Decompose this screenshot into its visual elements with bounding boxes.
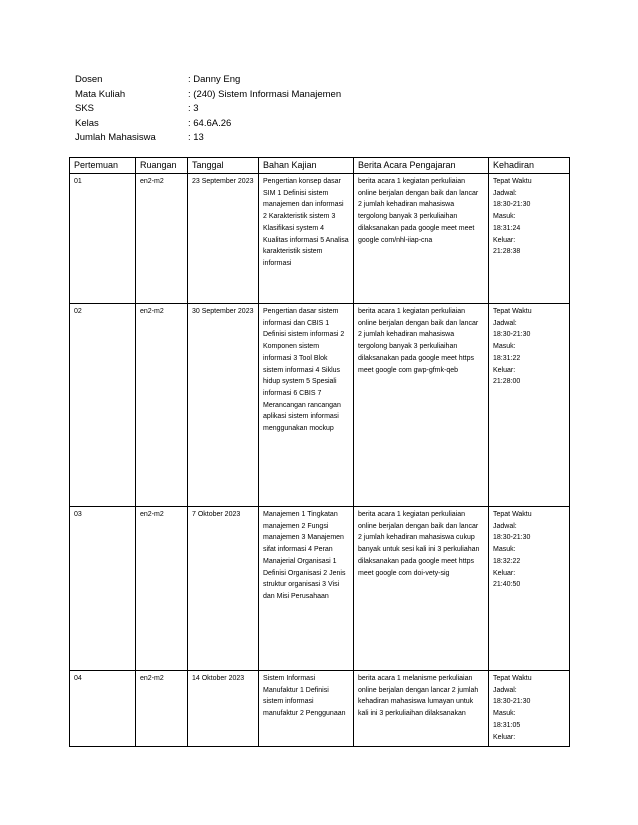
- tanggal-cell: 30 September 2023: [188, 304, 259, 507]
- header-bahan-kajian: Bahan Kajian: [259, 158, 354, 174]
- berita-acara-cell: berita acara 1 kegiatan perkuliaian online berjalan dengan baik dan lancar 2 jumlah kehadiran mahasiswa cukup banyak untuk sesi kali ini 3 perkuliahan dilaksanakan pada google meet https meet google com doi-vety-sig: [354, 507, 489, 671]
- info-label: Dosen: [75, 74, 103, 85]
- table-row: [70, 671, 570, 747]
- info-value: : 64.6A.26: [188, 117, 232, 129]
- kehadiran-line: Keluar:: [493, 236, 516, 244]
- info-value: : (240) Sistem Informasi Manajemen: [188, 88, 342, 100]
- info-value: : 13: [188, 132, 204, 143]
- pertemuan-cell: 04: [70, 671, 136, 747]
- kehadiran-line: Masuk:: [493, 213, 516, 221]
- info-row: [75, 131, 395, 146]
- bahan-kajian-cell: Pengertian konsep dasar SIM 1 Definisi sistem manajemen dan informasi 2 Karakteristik sistem 3 Klasifikasi system 4 Kualitas informasi 5 Analisa karakteristik sistem informasi: [259, 174, 354, 304]
- kehadiran-line: Jadwal:: [493, 686, 517, 694]
- berita-acara-cell: berita acara 1 kegiatan perkuliaian online berjalan dengan baik dan lancar 2 jumlah kehadiran mahasiswa tergolong banyak 3 perkuliaihan dilaksanakan pada google meet meet google com/nhl-iiap-cna: [354, 174, 489, 304]
- kehadiran-line: Keluar:: [493, 733, 516, 741]
- kehadiran-line: Masuk:: [493, 343, 516, 351]
- info-row: [75, 102, 395, 117]
- ruangan-cell: en2-m2: [136, 507, 188, 671]
- pertemuan-cell: 03: [70, 507, 136, 671]
- kehadiran-line: 18:31:24: [493, 224, 521, 232]
- kehadiran-cell: [489, 174, 570, 304]
- info-label: Mata Kuliah: [75, 88, 126, 100]
- bahan-kajian-cell: Manajemen 1 Tingkatan manajemen 2 Fungsi manajemen 3 Manajemen sifat informasi 4 Peran Manajerial Organisasi 1 Definisi Organisasi 2 Jenis struktur organisasi 3 Visi dan Misi Perusahaan: [259, 507, 354, 671]
- kehadiran-line: 21:40:50: [493, 581, 521, 589]
- ruangan-cell: en2-m2: [136, 174, 188, 304]
- kehadiran-line: Jadwal:: [493, 189, 517, 197]
- table-row: [70, 304, 570, 507]
- info-label: Jumlah Mahasiswa: [75, 132, 156, 143]
- kehadiran-line: Tepat Waktu: [493, 308, 532, 315]
- kehadiran-cell: [489, 304, 570, 507]
- table-header-row: [70, 158, 570, 174]
- kehadiran-line: Jadwal:: [493, 319, 517, 327]
- kehadiran-line: 18:30-21:30: [493, 698, 531, 706]
- table-row: [70, 507, 570, 671]
- header-ruangan: Ruangan: [136, 158, 188, 174]
- kehadiran-line: Tepat Waktu: [493, 675, 532, 682]
- tanggal-cell: 23 September 2023: [188, 174, 259, 304]
- tanggal-cell: 7 Oktober 2023: [188, 507, 259, 671]
- kehadiran-cell: [489, 671, 570, 747]
- table-row: [70, 174, 570, 304]
- kehadiran-line: Jadwal:: [493, 522, 517, 530]
- kehadiran-line: 18:31:22: [493, 354, 521, 362]
- kehadiran-line: 18:30-21:30: [493, 534, 531, 542]
- attendance-table: [69, 157, 570, 747]
- header-berita-acara: Berita Acara Pengajaran: [354, 158, 489, 174]
- kehadiran-line: Keluar:: [493, 569, 516, 577]
- kehadiran-line: Masuk:: [493, 710, 516, 718]
- kehadiran-line: Tepat Waktu: [493, 178, 532, 185]
- header-tanggal: Tanggal: [188, 158, 259, 174]
- pertemuan-cell: 02: [70, 304, 136, 507]
- ruangan-cell: en2-m2: [136, 304, 188, 507]
- info-value: : 3: [188, 103, 199, 114]
- kehadiran-line: 18:30-21:30: [493, 331, 531, 339]
- kehadiran-line: Keluar:: [493, 366, 516, 374]
- header-pertemuan: Pertemuan: [70, 158, 136, 174]
- course-info-block: [75, 73, 395, 146]
- header-kehadiran: Kehadiran: [489, 158, 570, 174]
- ruangan-cell: en2-m2: [136, 671, 188, 747]
- kehadiran-line: 18:32:22: [493, 557, 521, 565]
- info-row: [75, 73, 395, 88]
- kehadiran-line: 21:28:38: [493, 248, 521, 256]
- pertemuan-cell: 01: [70, 174, 136, 304]
- kehadiran-cell: [489, 507, 570, 671]
- kehadiran-line: 18:30-21:30: [493, 201, 531, 209]
- kehadiran-line: 21:28:00: [493, 378, 521, 386]
- info-label: SKS: [75, 103, 95, 114]
- info-row: [75, 88, 395, 103]
- berita-acara-cell: berita acara 1 kegiatan perkuliaian online berjalan dengan baik dan lancar 2 jumlah kehadiran mahasiswa tergolong banyak 3 perkuliaihan dilaksanakan pada google meet https meet google com gwp-gfmk-qeb: [354, 304, 489, 507]
- kehadiran-line: 18:31:05: [493, 721, 521, 729]
- bahan-kajian-cell: Sistem Informasi Manufaktur 1 Definisi sistem informasi manufaktur 2 Penggunaan: [259, 671, 354, 747]
- kehadiran-line: Tepat Waktu: [493, 511, 532, 518]
- kehadiran-line: Masuk:: [493, 546, 516, 554]
- berita-acara-cell: berita acara 1 melanisme perkuliaian online berjalan dengan lancar 2 jumlah kehadiran mahasiswa lumayan untuk kali ini 3 perkuliaihan dilaksanakan: [354, 671, 489, 747]
- bahan-kajian-cell: Pengertian dasar sistem informasi dan CBIS 1 Definisi sistem informasi 2 Komponen sistem informasi 3 Tool Blok sistem informasi 4 Siklus hidup system 5 Spesiali informasi 6 CBIS 7 Merancangan rancangan aplikasi sistem informasi menggunakan mockup: [259, 304, 354, 507]
- tanggal-cell: 14 Oktober 2023: [188, 671, 259, 747]
- info-label: Kelas: [75, 117, 99, 129]
- info-row: [75, 117, 395, 132]
- info-value: : Danny Eng: [188, 74, 241, 85]
